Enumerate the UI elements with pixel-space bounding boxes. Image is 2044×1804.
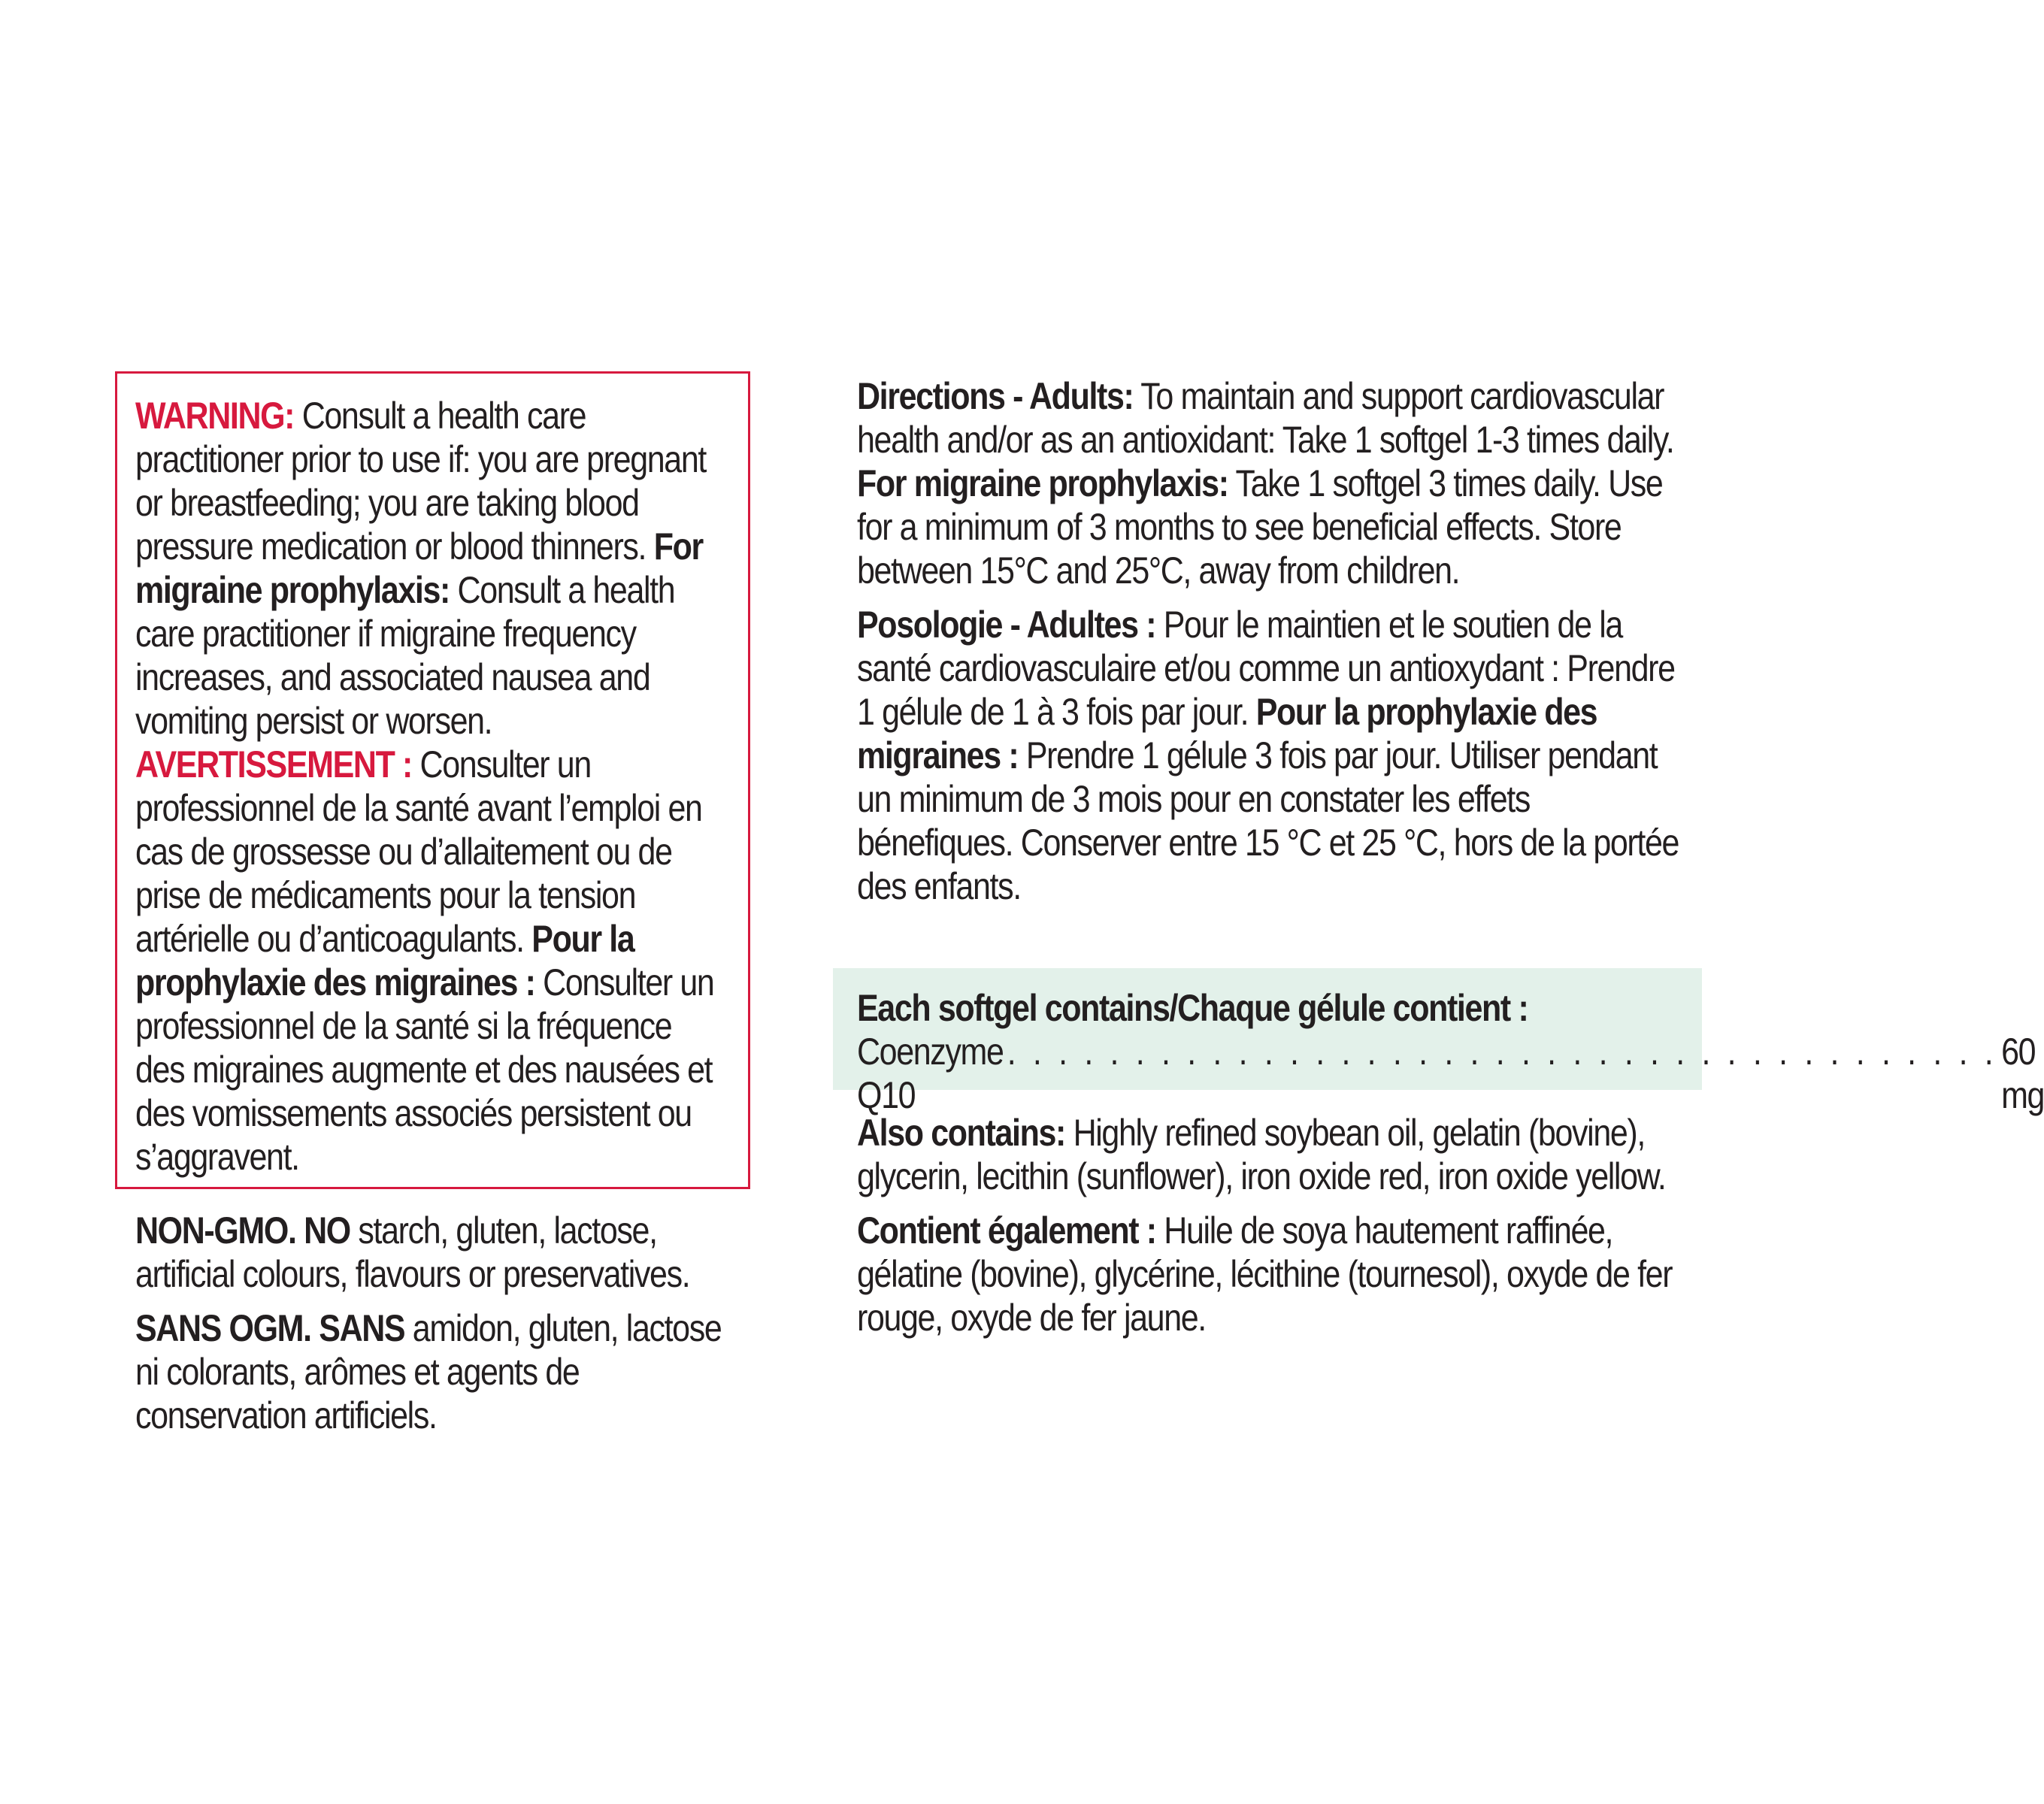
migraine-label: For migraine prophylaxis: (135, 525, 703, 611)
ingredient-heading (857, 986, 1684, 1030)
ingredient-panel (833, 968, 2044, 1116)
avertissement-text: Consulter un professionnel de la santé avant l’emploi en cas de grossesse ou d’allaitement ou de prise de médicaments pour la tension artérielle ou d’anticoagulants. (135, 743, 702, 960)
ingredient-amount: 60 mg (2001, 1031, 2044, 1116)
nongmo-section (135, 1209, 737, 1437)
migraines-label-fr: Pour la prophylaxie des migraines : (135, 918, 634, 1003)
directions-section (857, 374, 1684, 908)
directions-migraine-label: For migraine prophylaxis: (857, 462, 1228, 504)
posologie-migraine-text: Prendre 1 gélule 3 fois par jour. Utiliser pendant un minimum de 3 mois pour en constater les effets bénefiques. Conserver entre 15 °C et 25 °C, hors de la portée des enfants. (857, 734, 1679, 907)
avertissement-label: AVERTISSEMENT : (135, 743, 412, 785)
warning-fr (135, 743, 725, 1179)
warning-label: WARNING: (135, 395, 295, 437)
sansogm-label: SANS OGM. SANS (135, 1307, 405, 1349)
warning-en (135, 394, 725, 743)
nongmo-text: starch, gluten, lactose, artificial colours, flavours or preservatives. (135, 1209, 690, 1295)
migraines-text-fr: Consulter un professionnel de la santé si la fréquence des migraines augmente et des nausées et des vomissements associés persistent ou s’aggravent. (135, 961, 714, 1178)
leader-dots: . . . . . . . . . . . . . . . . . . . . . . . . . . . . . . . . . . . . . . . (1007, 1031, 1997, 1073)
also-contains-section (857, 1111, 1684, 1339)
posologie-label: Posologie - Adultes : (857, 604, 1156, 646)
migraine-text: Consult a health care practitioner if migraine frequency increases, and associated nausea and vomiting persist or worsen. (135, 569, 675, 742)
contient-text: Huile de soya hautement raffinée, gélatine (bovine), glycérine, lécithine (tournesol), oxyde de fer rouge, oxyde de fer jaune. (857, 1209, 1673, 1339)
ingredient-name: Coenzyme Q10 (857, 1031, 1004, 1116)
also-contains-label: Also contains: (857, 1112, 1066, 1154)
also-contains-text: Highly refined soybean oil, gelatin (bovine), glycerin, lecithin (sunflower), iron oxide red, iron oxide yellow. (857, 1112, 1666, 1197)
also-contains-en (857, 1111, 1684, 1198)
directions-en (857, 374, 1684, 592)
posologie-fr (857, 603, 1684, 908)
contient-label: Contient également : (857, 1209, 1156, 1252)
ingredient-heading-text: Each softgel contains/Chaque gélule contient : (857, 987, 1528, 1029)
ingredient-row (857, 1030, 2044, 1117)
warning-text: Consult a health care practitioner prior to use if: you are pregnant or breastfeeding; you are taking blood pressure medication or blood thinners. (135, 395, 706, 568)
directions-migraine-text: Take 1 softgel 3 times daily. Use for a minimum of 3 months to see beneficial effects. Store between 15°C and 25°C, away from children. (857, 462, 1663, 592)
posologie-text: Pour le maintien et le soutien de la santé cardiovasculaire et/ou comme un antioxydant : Prendre 1 gélule de 1 à 3 fois par jour. (857, 604, 1675, 733)
nongmo-en (135, 1209, 737, 1296)
posologie-migraine-label: Pour la prophylaxie des migraines : (857, 691, 1597, 776)
sansogm-fr (135, 1306, 737, 1437)
warning-section (135, 394, 725, 1179)
contient-fr (857, 1209, 1684, 1339)
directions-text: To maintain and support cardiovascular health and/or as an antioxidant: Take 1 softgel 1-3 times daily. (857, 375, 1674, 461)
sansogm-text: amidon, gluten, lactose ni colorants, arômes et agents de conservation artificiels. (135, 1307, 722, 1436)
directions-label: Directions - Adults: (857, 375, 1134, 417)
nongmo-label: NON-GMO. NO (135, 1209, 350, 1252)
